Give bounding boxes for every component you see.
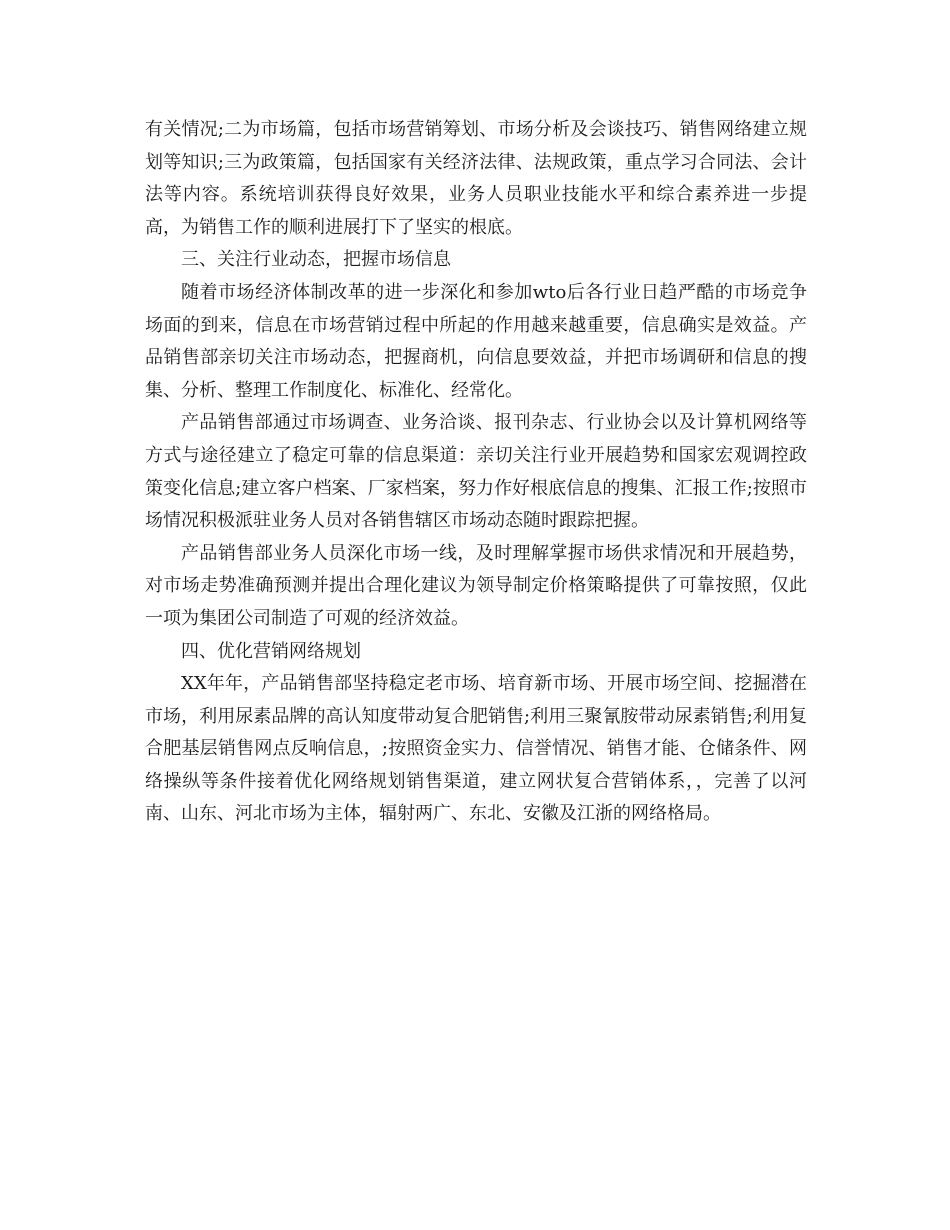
paragraph-market-forecast: 产品销售部业务人员深化市场一线，及时理解掌握市场供求情况和开展趋势，对市场走势准确预测并提出合理化建议为领导制定价格策略提供了可靠按照，仅此一项为集团公司制造了可观的经济效益。: [145, 542, 807, 629]
section-heading-3: 三、关注行业动态，把握市场信息: [181, 249, 451, 271]
document-body: [145, 114, 807, 831]
paragraph-info-channels: 产品销售部通过市场调查、业务洽谈、报刊杂志、行业协会以及计算机网络等方式与途径建立了稳定可靠的信息渠道：亲切关注行业开展趋势和国家宏观调控政策变化信息;建立客户档案、厂家档案，努力作好根底信息的搜集、汇报工作;按照市场情况积极派驻业务人员对各销售辖区市场动态随时跟踪把握。: [145, 412, 807, 532]
paragraph-network-planning: XX年年，产品销售部坚持稳定老市场、培育新市场、开展市场空间、挖掘潜在市场，利用尿素品牌的高认知度带动复合肥销售;利用三聚氰胺带动尿素销售;利用复合肥基层销售网点反响信息，;按照资金实力、信誉情况、销售才能、仓储条件、网络操纵等条件接着优化网络规划销售渠道，建立网状复合营销体系，，完善了以河南、山东、河北市场为主体，辐射两广、东北、安徽及江浙的网络格局。: [145, 673, 807, 825]
paragraph-training-summary: 有关情况;二为市场篇，包括市场营销筹划、市场分析及会谈技巧、销售网络建立规划等知识;三为政策篇，包括国家有关经济法律、法规政策，重点学习合同法、会计法等内容。系统培训获得良好效果，业务人员职业技能水平和综合素养进一步提高，为销售工作的顺利进展打下了坚实的根底。: [145, 119, 807, 238]
section-heading-4: 四、优化营销网络规划: [181, 640, 361, 662]
paragraph-market-info: 随着市场经济体制改革的进一步深化和参加wto后各行业日趋严酷的市场竞争场面的到来，信息在市场营销过程中所起的作用越来越重要，信息确实是效益。产品销售部亲切关注市场动态，把握商机，向信息要效益，并把市场调研和信息的搜集、分析、整理工作制度化、标准化、经常化。: [145, 281, 807, 401]
